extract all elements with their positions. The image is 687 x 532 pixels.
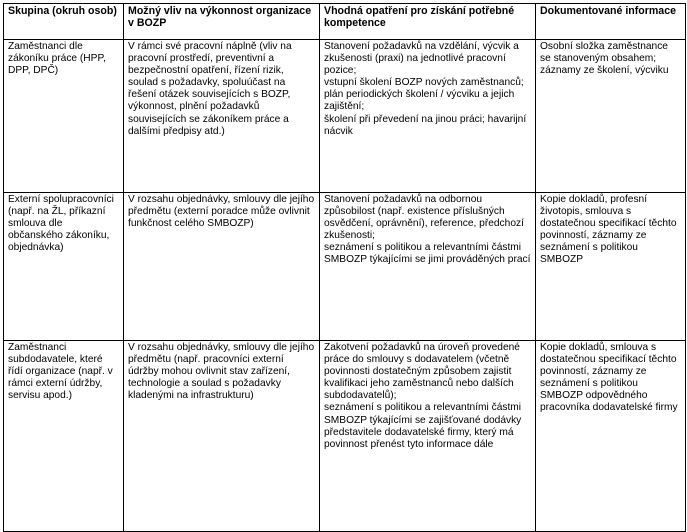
header-row bbox=[4, 4, 686, 40]
cell-group: Zaměstnanci subdodavatele, které řídí organizace (např. v rámci externí údržby, servisu apod.) bbox=[4, 341, 124, 532]
table-row bbox=[4, 341, 686, 532]
header-influence: Možný vliv na výkonnost organizace v BOZP bbox=[124, 4, 320, 40]
cell-measures: Stanovení požadavků na odbornou způsobilost (např. existence příslušných osvědčení, oprávnění), reference, předchozí zkušenosti; seznámení s politikou a relevantními částmi SMBOZP týkajícími se jimi prováděných prací bbox=[320, 193, 536, 341]
cell-documentation: Kopie dokladů, smlouva s dostatečnou specifikací těchto povinností, záznamy ze seznámení s politikou SMBOZP odpovědného pracovníka dodavatelské firmy bbox=[536, 341, 686, 532]
cell-group: Zaměstnanci dle zákoníku práce (HPP, DPP, DPČ) bbox=[4, 40, 124, 193]
cell-measures: Zakotvení požadavků na úroveň provedené práce do smlouvy s dodavatelem (včetně povinnosti dostatečným způsobem zajistit kvalifikaci jeho zaměstnanců nebo dalších subdodavatelů); seznámení s politikou a relevantními částmi SMBOZP týkajícími se zajišťované dodávky představitele dodavatelské firmy, který má povinnost přenést tyto informace dále bbox=[320, 341, 536, 532]
header-documentation: Dokumentované informace bbox=[536, 4, 686, 40]
cell-documentation: Osobní složka zaměstnance se stanoveným obsahem; záznamy ze školení, výcviku bbox=[536, 40, 686, 193]
header-measures: Vhodná opatření pro získání potřebné kompetence bbox=[320, 4, 536, 40]
competence-table bbox=[3, 3, 686, 532]
cell-group: Externí spolupracovníci (např. na ŽL, příkazní smlouva dle občanského zákoníku, objednávka) bbox=[4, 193, 124, 341]
table-row bbox=[4, 193, 686, 341]
cell-influence: V rozsahu objednávky, smlouvy dle jejího předmětu (např. pracovníci externí údržby mohou ovlivnit stav zařízení, technologie a soulad s požadavky kladenými na infrastrukturu) bbox=[124, 341, 320, 532]
table-row bbox=[4, 40, 686, 193]
cell-influence: V rámci své pracovní náplně (vliv na pracovní prostředí, preventivní a bezpečnostní opatření, řízení rizik, soulad s požadavky, spoluúčast na řešení otázek souvisejících s BOZP, výkonnost, plnění požadavků souvisejících se zákoníkem práce a dalšími předpisy atd.) bbox=[124, 40, 320, 193]
cell-influence: V rozsahu objednávky, smlouvy dle jejího předmětu (externí poradce může ovlivnit funkčnost celého SMBOZP) bbox=[124, 193, 320, 341]
header-group: Skupina (okruh osob) bbox=[4, 4, 124, 40]
cell-documentation: Kopie dokladů, profesní životopis, smlouva s dostatečnou specifikací těchto povinností, záznamy ze seznámení s politikou SMBOZP bbox=[536, 193, 686, 341]
cell-measures: Stanovení požadavků na vzdělání, výcvik a zkušenosti (praxi) na jednotlivé pracovní pozice; vstupní školení BOZP nových zaměstnanců; plán periodických školení / výcviku a jejich zajištění; školení při převedení na jinou práci; havarijní nácvik bbox=[320, 40, 536, 193]
